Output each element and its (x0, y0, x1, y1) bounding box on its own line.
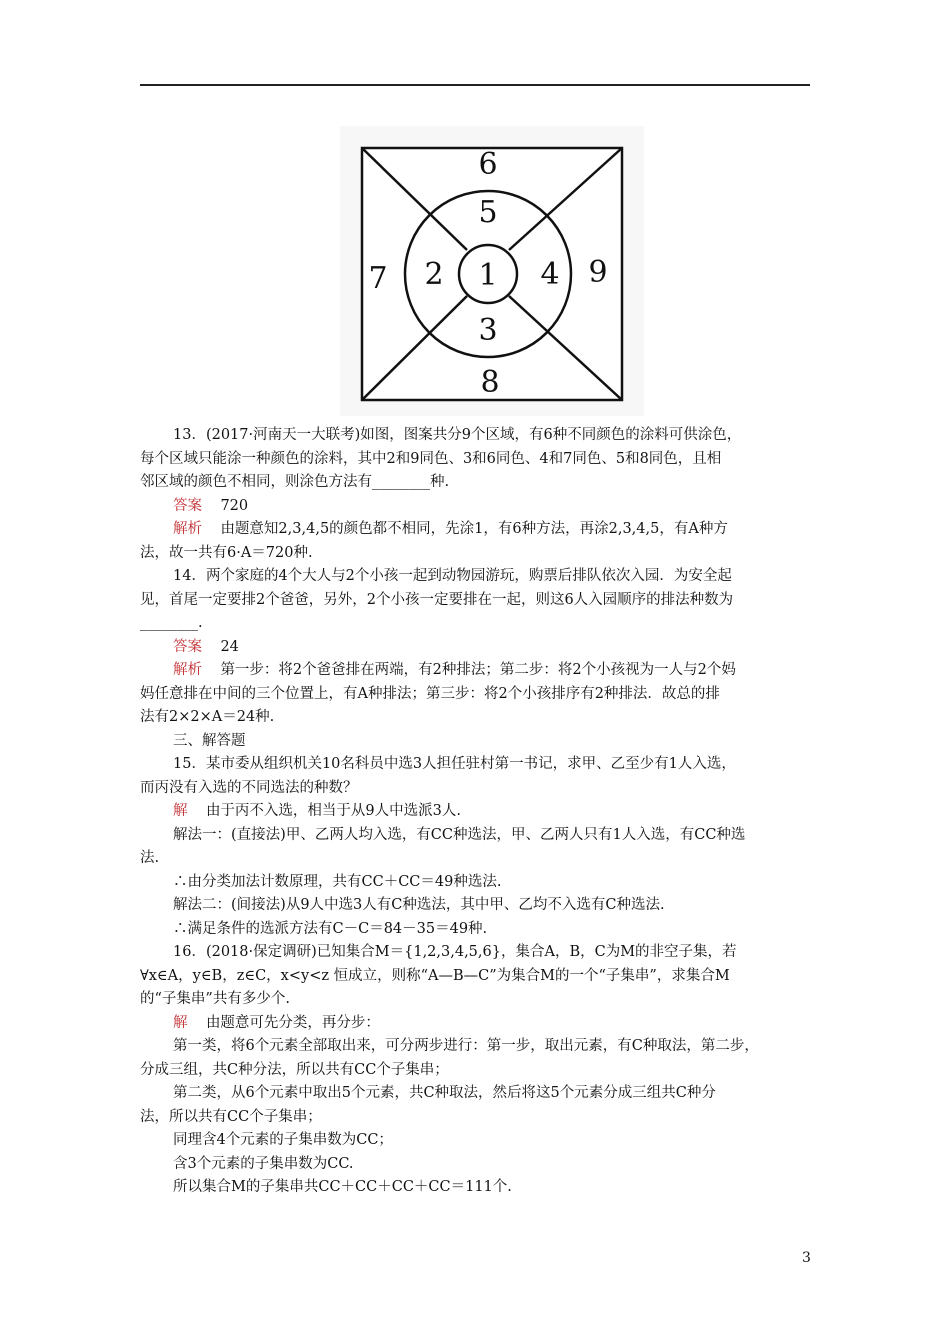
q16-case1-cont: 分成三组，共C种分法，所以共有CC个子集串； (140, 1061, 449, 1078)
q15-line2: 而丙没有入选的不同选法的种数？ (140, 779, 358, 796)
region-label-5: 5 (478, 195, 498, 230)
region-label-7: 7 (368, 261, 388, 296)
answer-value: 24 (220, 638, 239, 655)
q13-analysis-cont: 法，故一共有6·A＝720种. (140, 544, 313, 561)
analysis-label: 解析 (173, 662, 202, 678)
answer-value: 720 (220, 497, 249, 514)
region-label-9: 9 (588, 255, 608, 290)
region-label-8: 8 (480, 365, 500, 400)
q15-method2: 解法二：(间接法)从9人中选3人有C种选法，其中甲、乙均不入选有C种选法. (173, 897, 665, 913)
q16-case1: 第一类，将6个元素全部取出来，可分两步进行：第一步，取出元素，有C种取法，第二步， (173, 1038, 759, 1054)
q14-line1: 14．两个家庭的4个大人与2个小孩一起到动物园游玩，购票后排队依次入园．为安全起 (173, 568, 732, 584)
analysis-label: 解析 (173, 521, 202, 537)
region-label-6: 6 (478, 147, 498, 182)
region-label-2: 2 (424, 257, 444, 292)
q16-line1: 16．(2018·保定调研)已知集合M＝{1,2,3,4,5,6}，集合A，B，C为M的非空子集，若 (173, 944, 737, 960)
q16-case2-cont: 法，所以共有CC个子集串； (140, 1108, 322, 1125)
q16-solution (140, 1012, 810, 1036)
q13-line3: 邻区域的颜色不相同，则涂色方法有________种. (140, 474, 450, 490)
q16-case2: 第二类，从6个元素中取出5个元素，共C种取法，然后将这5个元素分成三组共C种分 (173, 1085, 716, 1101)
solution-text: 由于丙不入选，相当于从9人中选派3人. (205, 803, 461, 819)
header-rule (140, 84, 810, 86)
q16-case4: 含3个元素的子集串数为CC. (173, 1155, 354, 1172)
q16-conclusion: 所以集合M的子集串共CC＋CC＋CC＋CC＝111个. (173, 1179, 512, 1195)
q15-method1-result: ∴由分类加法计数原理，共有CC＋CC＝49种选法. (173, 873, 502, 890)
q13-line2: 每个区域只能涂一种颜色的涂料，其中2和9同色、3和6同色、4和7同色、5和8同色，且相 (140, 450, 722, 467)
q13-analysis (140, 518, 810, 542)
region-diagram-svg (340, 126, 644, 416)
q15-method1: 解法一：(直接法)甲、乙两人均入选，有CC种选法，甲、乙两人只有1人入选，有CC种选 (173, 826, 746, 843)
q14-line3: ________. (140, 615, 203, 631)
q16-line2: ∀x∈A，y∈B，z∈C，x<y<z 恒成立，则称“A—B—C”为集合M的一个“子集串”，求集合M (140, 967, 730, 984)
q14-analysis-cont: 法有2×2×A＝24种. (140, 709, 275, 725)
solution-text: 由题意可先分类，再分步： (205, 1014, 380, 1031)
page-number: 3 (802, 1250, 811, 1266)
q14-answer (140, 636, 810, 660)
q15-solution (140, 800, 810, 824)
region-label-1: 1 (478, 258, 498, 293)
answer-label: 答案 (173, 497, 202, 514)
section-heading: 三、解答题 (173, 732, 246, 749)
solution-label: 解 (173, 1014, 188, 1031)
q15-line1: 15．某市委从组织机关10名科员中选3人担任驻村第一书记，求甲、乙至少有1人入选， (173, 756, 736, 772)
q13-answer (140, 495, 810, 519)
q16-line3: 的“子集串”共有多少个. (140, 991, 290, 1007)
region-diagram (340, 126, 644, 416)
region-label-3: 3 (478, 313, 498, 348)
q14-line2: 见，首尾一定要排2个爸爸，另外，2个小孩一定要排在一起，则这6人入园顺序的排法种数为 (140, 591, 734, 608)
q14-analysis-cont: 妈任意排在中间的三个位置上，有A种排法；第三步：将2个小孩排序有2种排法．故总的排 (140, 685, 720, 702)
analysis-text: 第一步：将2个爸爸排在两端，有2种排法；第二步：将2个小孩视为一人与2个妈 (220, 662, 736, 678)
analysis-text: 由题意知2,3,4,5的颜色都不相同，先涂1，有6种方法，再涂2,3,4,5，有A种方 (220, 521, 728, 537)
q13-line1: 13．(2017·河南天一大联考)如图，图案共分9个区域，有6种不同颜色的涂料可供涂色， (173, 427, 742, 443)
q14-analysis (140, 659, 810, 683)
solution-label: 解 (173, 803, 188, 819)
q16-case3: 同理含4个元素的子集串数为CC； (173, 1132, 393, 1148)
q15-method1-cont: 法. (140, 850, 160, 866)
body-text (140, 424, 810, 1200)
answer-label: 答案 (173, 638, 202, 655)
region-label-4: 4 (540, 257, 560, 292)
q15-method2-result: ∴满足条件的选派方法有C－C＝84－35＝49种. (173, 920, 488, 937)
